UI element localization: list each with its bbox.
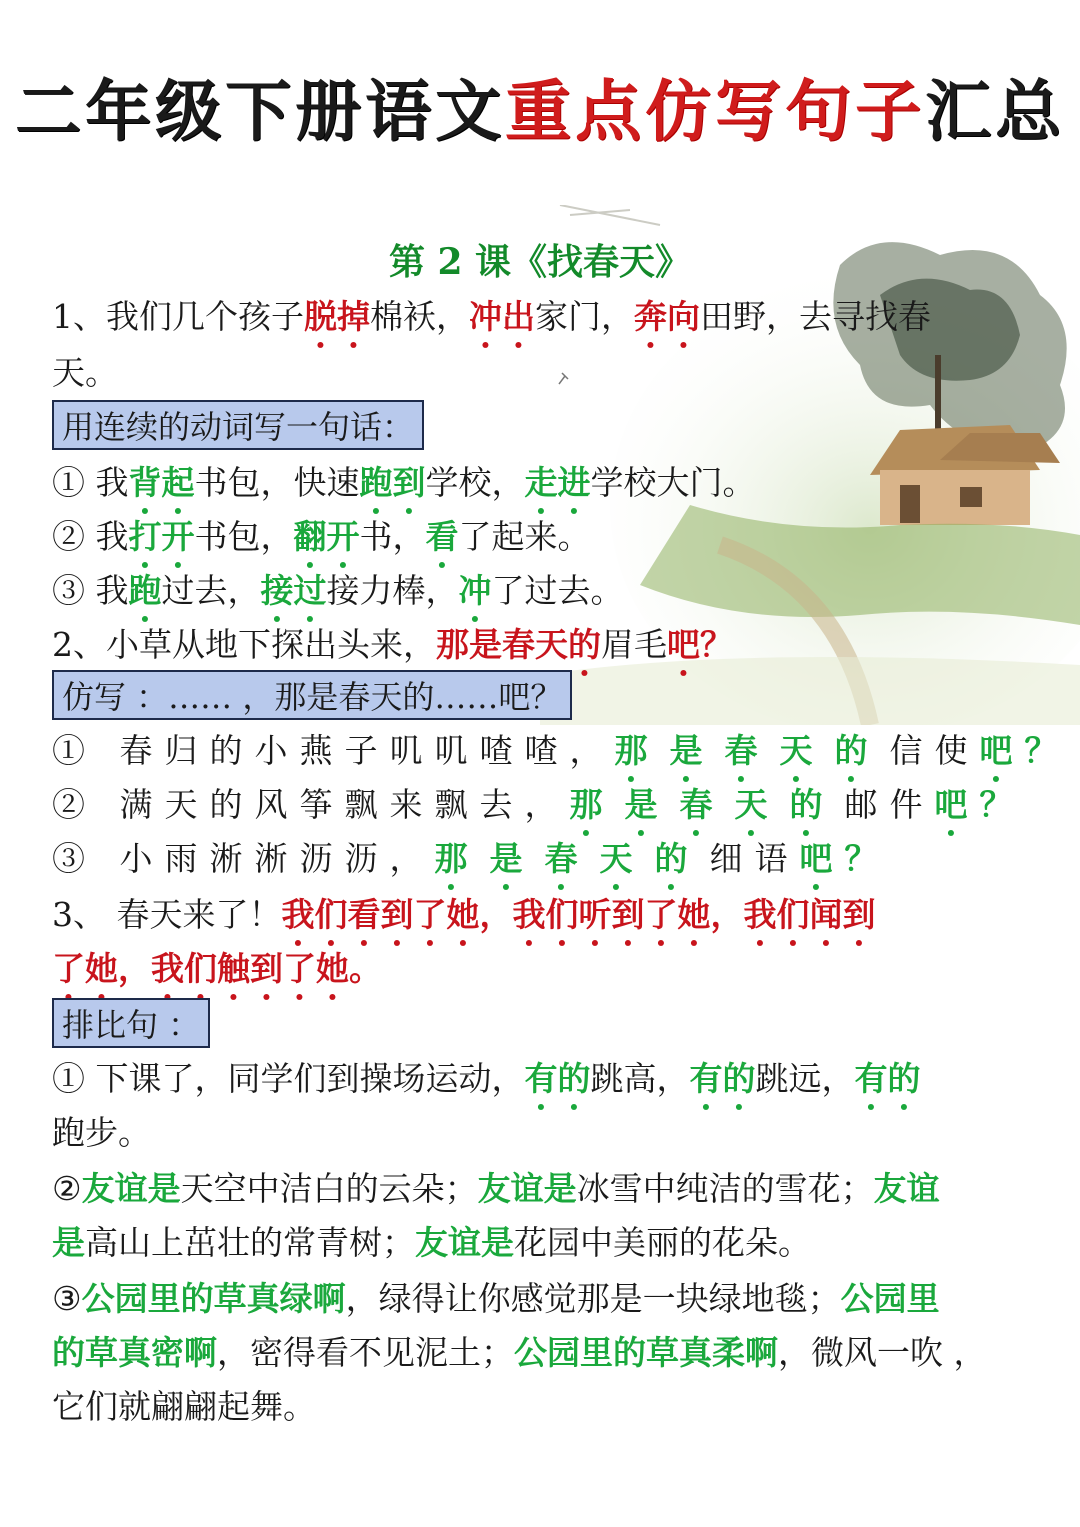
parallelism-example-3-line-2 — [52, 1326, 1028, 1380]
text: 家门， — [535, 297, 634, 336]
text: 3、 春天来了！ — [52, 895, 282, 934]
text: ② 满天的风筝飘来飘去， — [52, 785, 570, 824]
parallelism-highlight: 了她，我们触到了她。 — [52, 949, 382, 988]
pattern-highlight: 吧？ — [667, 625, 733, 664]
verb-highlight: 冲 — [458, 571, 492, 610]
text: ① 我 — [52, 463, 129, 502]
text: 书包，快速 — [194, 463, 360, 502]
pattern-highlight: 友谊是 — [415, 1223, 514, 1262]
pattern-highlight: 公园里 — [840, 1279, 940, 1318]
verb-highlight: 冲出 — [469, 297, 535, 336]
verb-highlight: 翻开 — [293, 517, 360, 556]
sentence-1-line-2: 天。 — [52, 353, 118, 392]
pattern-highlight: 的草真密啊 — [52, 1333, 217, 1372]
text: ③ 我 — [52, 571, 129, 610]
label-box-imitation: 仿写 ：…… ，那是春天的……吧？ — [52, 670, 572, 720]
text: 田野，去寻找春 — [700, 297, 931, 336]
text: 过去， — [161, 571, 261, 610]
text: ③ — [52, 1279, 82, 1318]
text: 学校， — [425, 463, 525, 502]
pattern-highlight: 友谊是 — [81, 1169, 181, 1208]
page-title — [0, 62, 1080, 162]
text: 花园中美丽的花朵。 — [514, 1223, 811, 1262]
pattern-highlight: 公园里的草真柔啊 — [514, 1333, 778, 1372]
text: ，绿得让你感觉那是一块绿地毯； — [345, 1279, 841, 1318]
text: 天空中洁白的云朵； — [180, 1169, 478, 1208]
text: 跳远， — [755, 1059, 855, 1098]
text: 学校大门。 — [590, 463, 756, 502]
text: ，密得看不见泥土； — [217, 1333, 514, 1372]
pattern-highlight: 那是春天的 — [434, 839, 710, 878]
parallelism-example-2-line-1 — [52, 1162, 1028, 1216]
text: 信使 — [889, 731, 980, 770]
pattern-highlight: 友谊是 — [477, 1169, 577, 1208]
text: 2、小草从地下探出头来， — [52, 625, 436, 664]
pattern-highlight: 吧？ — [934, 785, 1025, 824]
text: 高山上茁壮的常青树； — [85, 1223, 415, 1262]
text: ③ 小雨淅淅沥沥， — [52, 839, 435, 878]
verb-highlight: 打开 — [128, 517, 195, 556]
text: 了过去。 — [491, 571, 624, 610]
verb-highlight: 走进 — [524, 463, 591, 502]
title-black-part: 二年级下册语文 — [15, 73, 505, 150]
parallelism-highlight: 我们看到了她，我们听到了她，我们闻到 — [281, 895, 876, 934]
title-red-part: 重点仿写句子 — [505, 73, 925, 150]
parallelism-example-2-line-2 — [52, 1216, 1028, 1270]
text: ② 我 — [52, 517, 129, 556]
text: 1、我们几个孩子 — [52, 297, 304, 336]
label-box-consecutive-verbs: 用连续的动词写一句话： — [52, 400, 424, 450]
verb-highlight: 跑到 — [359, 463, 426, 502]
text: 跳高， — [590, 1059, 690, 1098]
text: ② — [52, 1169, 82, 1208]
text: 邮件 — [844, 785, 935, 824]
lesson-heading: 第 2 课《找春天》 — [388, 241, 692, 283]
pattern-highlight: 是 — [52, 1223, 85, 1262]
text: 细语 — [709, 839, 800, 878]
text: 眉毛 — [601, 625, 667, 664]
verb-highlight: 背起 — [128, 463, 195, 502]
verb-highlight: 跑 — [128, 571, 162, 610]
title-black-end: 汇总 — [925, 73, 1065, 150]
parallelism-example-3-line-1 — [52, 1272, 1028, 1326]
pattern-highlight: 那是春天的 — [436, 625, 601, 664]
parallelism-example-3-line-3: 它们就翩翩起舞。 — [52, 1387, 316, 1426]
text: 了起来。 — [458, 517, 591, 556]
text: 棉袄， — [370, 297, 469, 336]
pattern-highlight: 有的 — [854, 1059, 921, 1098]
label-box-parallelism: 排比句 ： — [52, 998, 210, 1048]
pattern-highlight: 友谊 — [873, 1169, 940, 1208]
text: ① 春归的小燕子叽叽喳喳， — [52, 731, 615, 770]
pattern-highlight: 那是春天的 — [614, 731, 890, 770]
verb-highlight: 看 — [425, 517, 459, 556]
verb-highlight: 接过 — [260, 571, 327, 610]
verb-highlight: 脱掉 — [304, 297, 370, 336]
text: 接力棒， — [326, 571, 459, 610]
pattern-highlight: 那是春天的 — [569, 785, 845, 824]
parallelism-example-1-line-2: 跑步。 — [52, 1113, 151, 1152]
text: 书， — [359, 517, 426, 556]
pattern-highlight: 公园里的草真绿啊 — [81, 1279, 346, 1318]
text: ，微风一吹 ， — [778, 1333, 987, 1372]
pattern-highlight: 吧？ — [799, 839, 890, 878]
pattern-highlight: 吧？ — [979, 731, 1070, 770]
verb-highlight: 奔向 — [634, 297, 700, 336]
pattern-highlight: 有的 — [689, 1059, 756, 1098]
pattern-highlight: 有的 — [524, 1059, 591, 1098]
text: 冰雪中纯洁的雪花； — [576, 1169, 874, 1208]
text: 书包， — [194, 517, 294, 556]
text: ① 下课了，同学们到操场运动， — [52, 1059, 525, 1098]
